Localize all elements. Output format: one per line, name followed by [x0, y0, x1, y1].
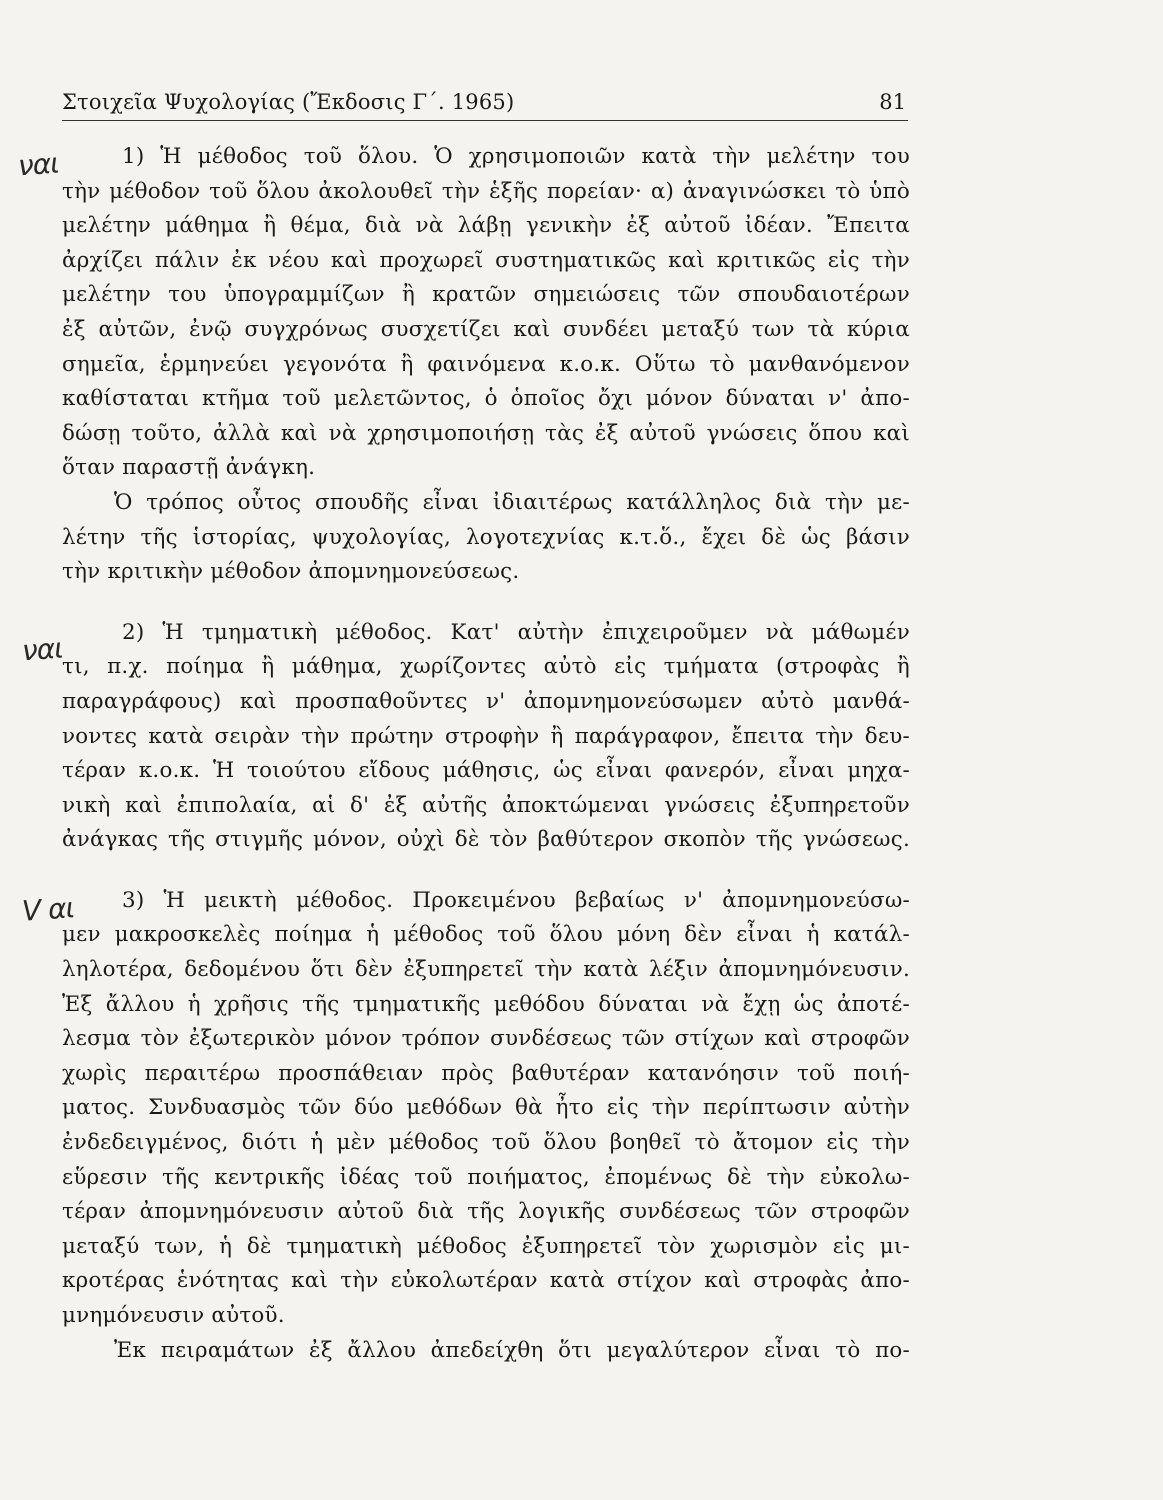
text-line: Ὁ τρόπος οὗτος σπουδῆς εἶναι ἰδιαιτέρως κατάλληλος διὰ τὴν με- [114, 489, 910, 515]
margin-note-1: ναι [16, 146, 60, 183]
text-line: ἐξ αὐτῶν, ἐνῷ συγχρόνως συσχετίζει καὶ συνδέει μεταξύ των τὰ κύρια [62, 316, 910, 342]
text-line: χωρὶς περαιτέρω προσπάθειαν πρὸς βαθυτέραν κατανόησιν τοῦ ποιή- [62, 1060, 910, 1086]
text-line: μελέτην του ὑπογραμμίζων ἢ κρατῶν σημειώσεις τῶν σπουδαιοτέρων [62, 282, 910, 308]
running-header [62, 86, 908, 121]
text-line: ματος. Συνδυασμὸς τῶν δύο μεθόδων θὰ ἦτο εἰς τὴν περίπτωσιν αὐτὴν [62, 1095, 910, 1121]
text-line: τέραν κ.ο.κ. Ἡ τοιούτου εἴδους μάθησις, ὡς εἶναι φανερόν, εἶναι μηχα- [62, 758, 910, 784]
text-line: εὕρεσιν τῆς κεντρικῆς ἰδέας τοῦ ποιήματος, ἐπομένως δὲ τὴν εὐκολω- [62, 1164, 910, 1190]
text-line: τι, π.χ. ποίημα ἢ μάθημα, χωρίζοντες αὐτὸ εἰς τμήματα (στροφὰς ἢ [62, 654, 910, 680]
text-line: 1) Ἡ μέθοδος τοῦ ὅλου. Ὁ χρησιμοποιῶν κατὰ τὴν μελέτην του [122, 144, 910, 169]
text-line: δώσῃ τοῦτο, ἀλλὰ καὶ νὰ χρησιμοποιήσῃ τὰς ἐξ αὐτοῦ γνώσεις ὅπου καὶ [62, 420, 910, 446]
text-line: ὅταν παραστῇ ἀνάγκη. [62, 455, 316, 481]
text-line: 3) Ἡ μεικτὴ μέθοδος. Προκειμένου βεβαίως ν' ἀπομνημονεύσω- [122, 887, 910, 913]
text-line: μεν μακροσκελὲς ποίημα ἡ μέθοδος τοῦ ὅλου μόνη δὲν εἶναι ἡ κατάλ- [62, 922, 910, 948]
text-line: καθίσταται κτῆμα τοῦ μελετῶντος, ὁ ὁποῖος ὄχι μόνον δύναται ν' ἀπο- [62, 386, 910, 412]
text-line: 2) Ἡ τμηματικὴ μέθοδος. Κατ' αὐτὴν ἐπιχειροῦμεν νὰ μάθωμέν [122, 619, 910, 645]
text-line: κροτέρας ἑνότητας καὶ τὴν εὐκολωτέραν κατὰ στίχον καὶ στροφὰς ἀπο- [62, 1268, 910, 1294]
text-line: Ἐξ ἄλλου ἡ χρῆσις τῆς τμηματικῆς μεθόδου δύναται νὰ ἔχῃ ὡς ἀποτέ- [62, 991, 910, 1017]
text-line: μελέτην μάθημα ἢ θέμα, διὰ νὰ λάβῃ γενικὴν ἐξ αὐτοῦ ἰδέαν. Ἔπειτα [62, 213, 910, 239]
margin-note-2: ναι [20, 631, 64, 668]
text-line: Ἐκ πειραμάτων ἐξ ἄλλου ἀπεδείχθη ὅτι μεγαλύτερον εἶναι τὸ πο- [114, 1337, 910, 1363]
text-line: λέτην τῆς ἱστορίας, ψυχολογίας, λογοτεχνίας κ.τ.ὅ., ἔχει δὲ ὡς βάσιν [62, 524, 910, 550]
text-line: μνημόνευσιν αὐτοῦ. [62, 1303, 285, 1328]
text-line: τέραν ἀπομνημόνευσιν αὐτοῦ διὰ τῆς λογικῆς συνδέσεως τῶν στροφῶν [62, 1199, 910, 1225]
page-number: 81 [879, 90, 906, 114]
text-line: παραγράφους) καὶ προσπαθοῦντες ν' ἀπομνημονεύσωμεν αὐτὸ μανθά- [62, 688, 910, 714]
body-text [62, 140, 910, 1368]
text-line: μεταξύ των, ἡ δὲ τμηματικὴ μέθοδος ἐξυπηρετεῖ τὸν χωρισμὸν εἰς μι- [62, 1233, 910, 1259]
text-line: νικὴ καὶ ἐπιπολαία, αἱ δ' ἐξ αὐτῆς ἀποκτώμεναι γνώσεις ἐξυπηρετοῦν [62, 792, 910, 818]
text-line: νοντες κατὰ σειρὰν τὴν πρώτην στροφὴν ἢ παράγραφον, ἔπειτα τὴν δευ- [62, 723, 910, 749]
header-title: Στοιχεῖα Ψυχολογίας (Ἔκδοσις Γ΄. 1965) [62, 90, 515, 114]
text-line: τὴν κριτικὴν μέθοδον ἀπομνημονεύσεως. [62, 559, 520, 585]
text-line: ἐνδεδειγμένος, διότι ἡ μὲν μέθοδος τοῦ ὅλου βοηθεῖ τὸ ἄτομον εἰς τὴν [62, 1130, 910, 1156]
text-line: σημεῖα, ἑρμηνεύει γεγονότα ἢ φαινόμενα κ.ο.κ. Οὕτω τὸ μανθανόμενον [62, 351, 910, 377]
margin-note-3: V αι [20, 891, 76, 928]
text-line: ἀρχίζει πάλιν ἐκ νέου καὶ προχωρεῖ συστηματικῶς καὶ κριτικῶς εἰς τὴν [62, 247, 910, 273]
text-line: τὴν μέθοδον τοῦ ὅλου ἀκολουθεῖ τὴν ἑξῆς πορείαν· α) ἀναγινώσκει τὸ ὑπὸ [62, 178, 910, 204]
text-line: ἀνάγκας τῆς στιγμῆς μόνον, οὐχὶ δὲ τὸν βαθύτερον σκοπὸν τῆς γνώσεως. [62, 827, 910, 853]
text-line: ληλοτέρα, δεδομένου ὅτι δὲν ἐξυπηρετεῖ τὴν κατὰ λέξιν ἀπομνημόνευσιν. [62, 957, 910, 983]
text-line: λεσμα τὸν ἐξωτερικὸν μόνον τρόπον συνδέσεως τῶν στίχων καὶ στροφῶν [62, 1026, 910, 1052]
